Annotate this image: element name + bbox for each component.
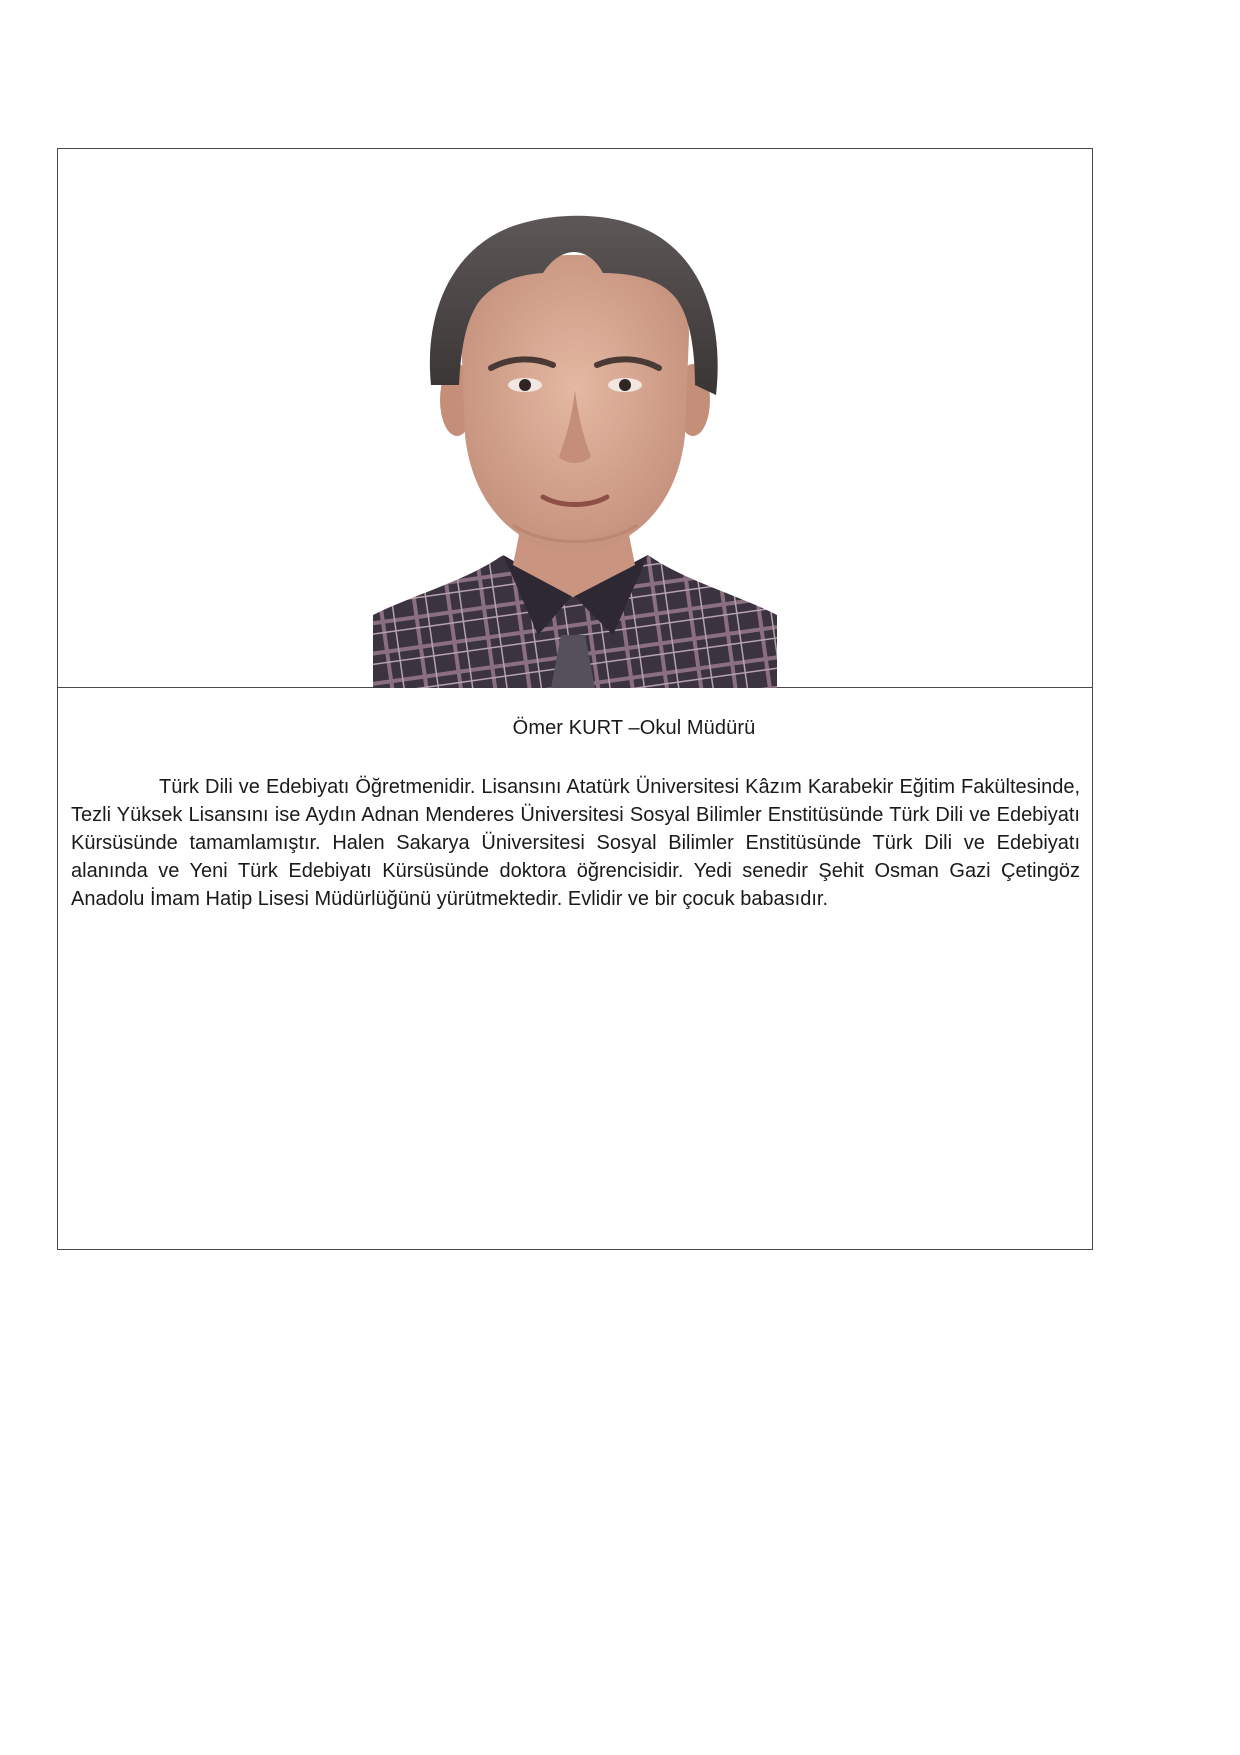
bio-paragraph: Türk Dili ve Edebiyatı Öğretmenidir. Lisansını Atatürk Üniversitesi Kâzım Karabekir Eğitim Fakültesinde, Tezli Yüksek Lisansını ise Aydın Adnan Menderes Üniversitesi Sosyal Bilimler Enstitüsünde Türk Dili ve Edebiyatı Kürsüsünde tamamlamıştır. Halen Sakarya Üniversitesi Sosyal Bilimler Enstitüsünde Türk Dili ve Edebiyatı alanında ve Yeni Türk Edebiyatı Kürsüsünde doktora öğrencisidir. Yedi senedir Şehit Osman Gazi Çetingöz Anadolu İmam Hatip Lisesi Müdürlüğünü yürütmektedir. Evlidir ve bir çocuk babasıdır. xyxy=(71,776,1080,910)
photo-cell xyxy=(58,149,1092,688)
portrait-illustration xyxy=(373,185,777,688)
text-cell xyxy=(58,688,1092,1249)
portrait-photo xyxy=(373,185,777,688)
name-title: Ömer KURT –Okul Müdürü xyxy=(512,717,756,739)
bio-table xyxy=(57,148,1093,1250)
